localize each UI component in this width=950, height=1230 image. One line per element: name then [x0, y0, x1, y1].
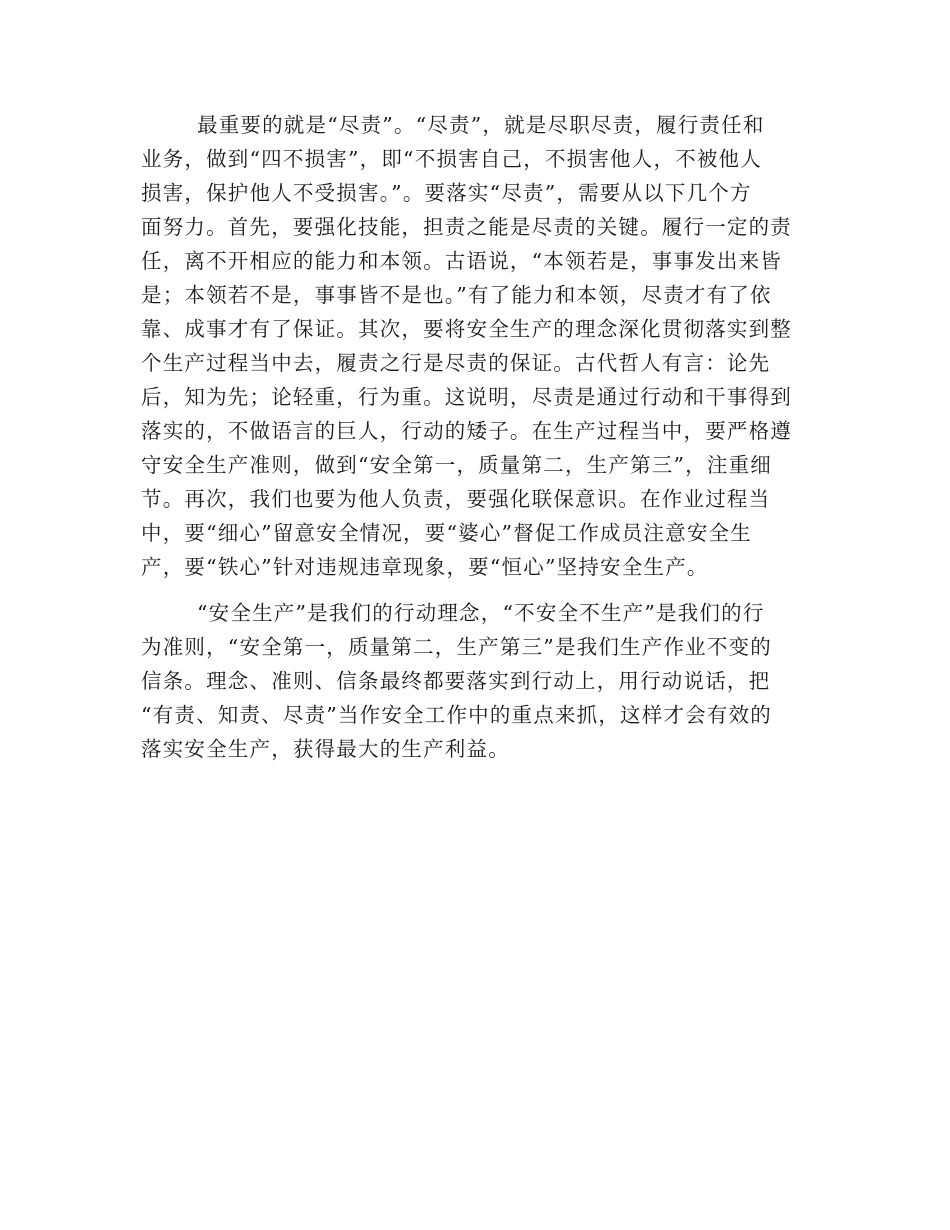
paragraph-responsibility	[141, 108, 809, 584]
paragraph-line: 后，知为先；论轻重，行为重。这说明，尽责是通过行动和干事得到	[141, 385, 792, 409]
paragraph-line: 靠、成事才有了保证。其次，要将安全生产的理念深化贯彻落实到整	[141, 317, 792, 341]
paragraph-line: 最重要的就是“尽责”。“尽责”，就是尽职尽责，履行责任和	[197, 113, 765, 137]
paragraph-line: 面努力。首先，要强化技能，担责之能是尽责的关键。履行一定的责	[141, 215, 792, 239]
paragraph-line: “安全生产”是我们的行动理念，“不安全不生产”是我们的行	[197, 601, 765, 625]
document-body	[141, 108, 809, 766]
paragraph-line: 损害，保护他人不受损害。”。要落实“尽责”，需要从以下几个方	[141, 181, 752, 205]
paragraph-line: 节。再次，我们也要为他人负责，要强化联保意识。在作业过程当	[141, 487, 771, 511]
paragraph-line: 落实安全生产，获得最大的生产利益。	[141, 737, 510, 761]
paragraph-line: 产，要“铁心”针对违规违章现象，要“恒心”坚持安全生产。	[141, 555, 709, 579]
paragraph-line: 信条。理念、准则、信条最终都要落实到行动上，用行动说话，把	[141, 669, 771, 693]
paragraph-line: 中，要“细心”留意安全情况，要“婆心”督促工作成员注意安全生	[141, 521, 752, 545]
paragraph-line: 是；本领若不是，事事皆不是也。”有了能力和本领，尽责才有了依	[141, 283, 772, 307]
paragraph-line: 个生产过程当中去，履责之行是尽责的保证。古代哲人有言：论先	[141, 351, 771, 375]
paragraph-line: 守安全生产准则，做到“安全第一，质量第二，生产第三”，注重细	[141, 453, 772, 477]
paragraph-line: 任，离不开相应的能力和本领。古语说，“本领若是，事事发出来皆	[141, 249, 782, 273]
paragraph-line: 落实的，不做语言的巨人，行动的矮子。在生产过程当中，要严格遵	[141, 419, 792, 443]
paragraph-conclusion	[141, 596, 809, 766]
paragraph-line: 业务，做到“四不损害”，即“不损害自己，不损害他人，不被他人	[141, 147, 762, 171]
paragraph-line: 为准则，“安全第一，质量第二，生产第三”是我们生产作业不变的	[141, 635, 772, 659]
paragraph-line: “有责、知责、尽责”当作安全工作中的重点来抓，这样才会有效的	[141, 703, 772, 727]
